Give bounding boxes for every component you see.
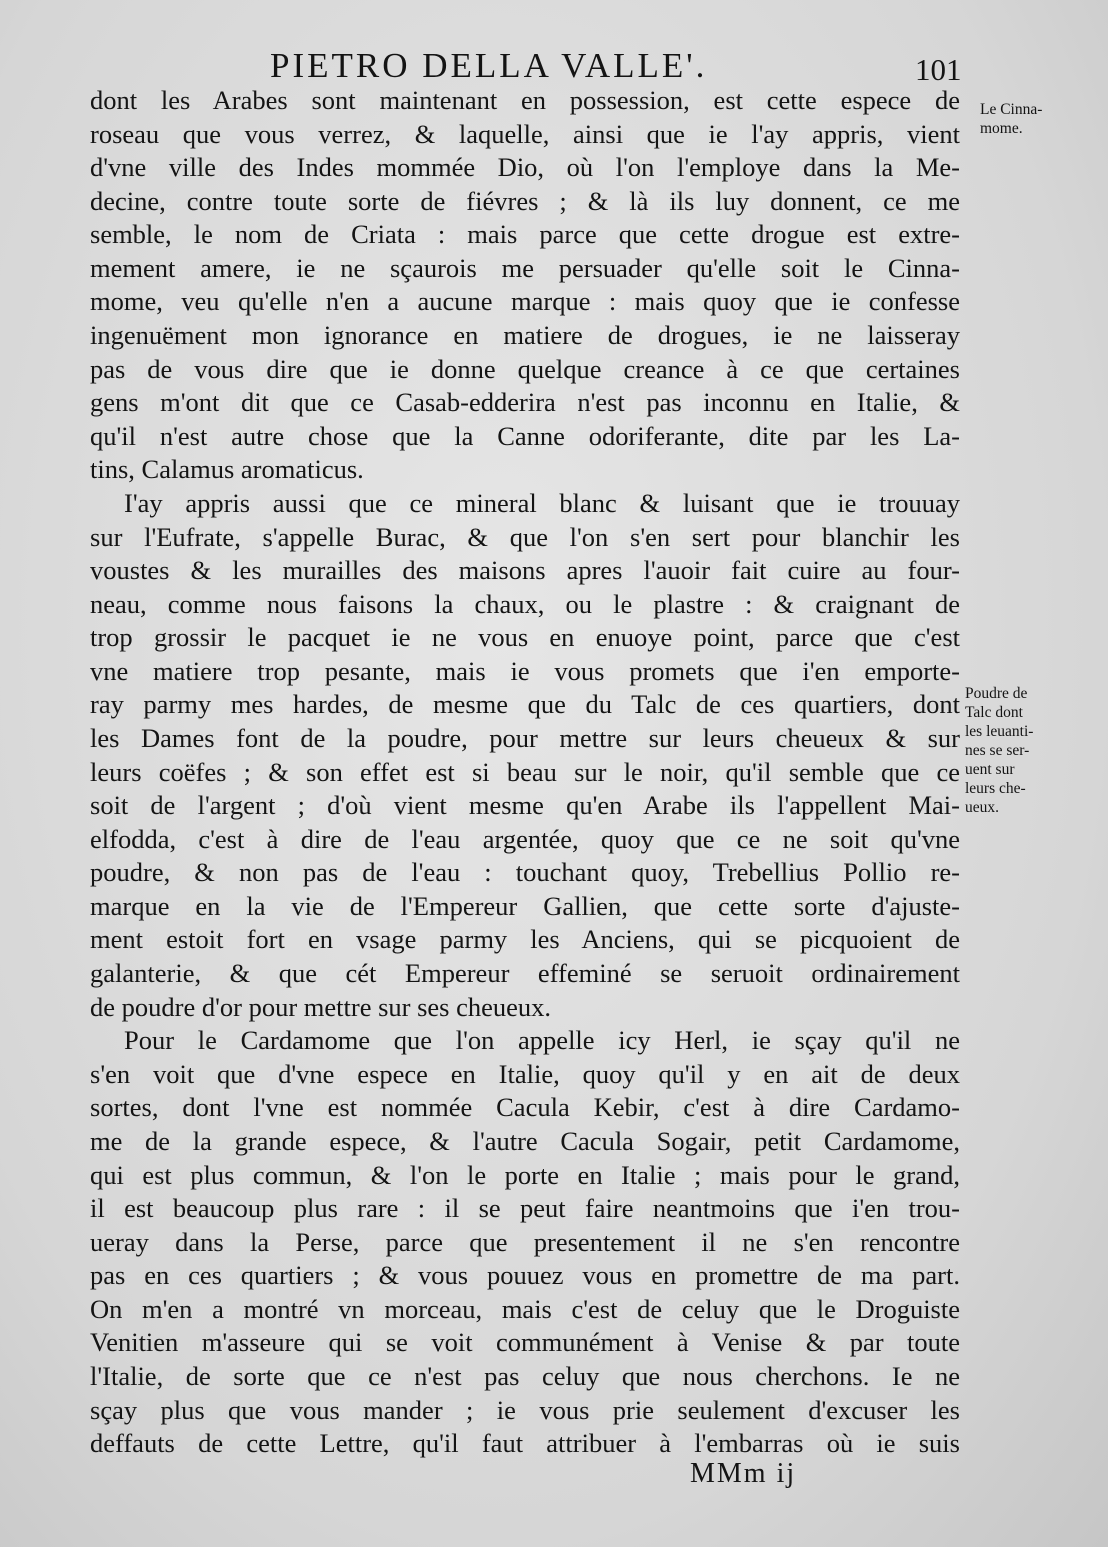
text-line: On m'en a montré vn morceau, mais c'est de celuy que le Droguiste xyxy=(90,1293,960,1324)
margin-note-cinnamome xyxy=(980,100,1042,138)
text-line: gens m'ont dit que ce Casab-edderira n'est pas inconnu en Italie, & xyxy=(90,387,960,418)
text-line: s'en voit que d'vne espece en Italie, quoy qu'il y en ait de deux xyxy=(90,1058,960,1089)
margin-note-line: Talc dont xyxy=(965,704,1023,721)
text-line: elfodda, c'est à dire de l'eau argentée, quoy que ce ne soit qu'vne xyxy=(90,823,960,854)
margin-note-line: ueux. xyxy=(965,799,1000,816)
text-line: decine, contre toute sorte de fiévres ; & là ils luy donnent, ce me xyxy=(90,185,960,216)
text-line: galanterie, & que cét Empereur effeminé se seruoit ordinairement xyxy=(90,958,960,989)
text-line: il est beaucoup plus rare : il se peut faire neantmoins que i'en trou- xyxy=(90,1193,960,1224)
text-line: me de la grande espece, & l'autre Cacula Sogair, petit Cardamome, xyxy=(90,1125,960,1156)
margin-note-line: Poudre de xyxy=(965,685,1028,702)
text-line: ueray dans la Perse, parce que presentement il ne s'en rencontre xyxy=(90,1226,960,1257)
text-line: les Dames font de la poudre, pour mettre sur leurs cheueux & sur xyxy=(90,722,960,753)
text-line: tins, Calamus aromaticus. xyxy=(90,454,364,485)
text-line: soit de l'argent ; d'où vient mesme qu'en Arabe ils l'appellent Mai- xyxy=(90,790,960,821)
text-line: ray parmy mes hardes, de mesme que du Talc de ces quartiers, dont xyxy=(90,689,960,720)
text-line: leurs coëfes ; & son effet est si beau sur le noir, qu'il semble que ce xyxy=(90,756,960,787)
text-line: I'ay appris aussi que ce mineral blanc & luisant que ie trouuay xyxy=(124,487,960,518)
text-line: trop grossir le pacquet ie ne vous en enuoye point, parce que c'est xyxy=(90,622,960,653)
signature-mark: MMm ij xyxy=(690,1458,797,1489)
text-line: roseau que vous verrez, & laquelle, ainsi que ie l'ay appris, vient xyxy=(90,118,960,149)
text-line: Venitien m'asseure qui se voit communément à Venise & par toute xyxy=(90,1327,960,1358)
text-line: pas de vous dire que ie donne quelque creance à ce que certaines xyxy=(90,353,960,384)
page-number: 101 xyxy=(915,52,962,87)
margin-note-line: leurs che- xyxy=(965,780,1026,797)
margin-note-line: mome. xyxy=(980,120,1023,137)
margin-note-talc xyxy=(965,684,1033,817)
text-line: dont les Arabes sont maintenant en possession, est cette espece de xyxy=(90,85,960,115)
text-line: Pour le Cardamome que l'on appelle icy Herl, ie sçay qu'il ne xyxy=(124,1025,960,1056)
margin-note-line: Le Cinna- xyxy=(980,101,1043,118)
text-line: voustes & les murailles des maisons apres l'auoir fait cuire au four- xyxy=(90,555,960,586)
text-line: vne matiere trop pesante, mais ie vous promets que i'en emporte- xyxy=(90,655,960,686)
text-line: pas en ces quartiers ; & vous pouuez vous en promettre de ma part. xyxy=(90,1260,960,1291)
text-line: qui est plus commun, & l'on le porte en Italie ; mais pour le grand, xyxy=(90,1159,960,1190)
text-line: ment estoit fort en vsage parmy les Anciens, qui se picquoient de xyxy=(90,924,960,955)
text-line: mement amere, ie ne sçaurois me persuader qu'elle soit le Cinna- xyxy=(90,252,960,283)
text-line: poudre, & non pas de l'eau : touchant quoy, Trebellius Pollio re- xyxy=(90,857,960,888)
body-text xyxy=(90,84,960,1461)
margin-note-line: uent sur xyxy=(965,761,1015,778)
text-line: qu'il n'est autre chose que la Canne odoriferante, dite par les La- xyxy=(90,420,960,451)
margin-note-line: nes se ser- xyxy=(965,742,1030,759)
text-line: sur l'Eufrate, s'appelle Burac, & que l'on s'en sert pour blanchir les xyxy=(90,521,960,552)
text-line: sortes, dont l'vne est nommée Cacula Kebir, c'est à dire Cardamo- xyxy=(90,1092,960,1123)
text-line: neau, comme nous faisons la chaux, ou le plastre : & craignant de xyxy=(90,588,960,619)
text-line: ingenuëment mon ignorance en matiere de drogues, ie ne laisseray xyxy=(90,320,960,351)
text-line: de poudre d'or pour mettre sur ses cheueux. xyxy=(90,991,552,1022)
margin-note-line: les leuanti- xyxy=(965,723,1034,740)
running-header-title: PIETRO DELLA VALLE'. xyxy=(270,46,708,85)
text-line: deffauts de cette Lettre, qu'il faut attribuer à l'embarras où ie suis xyxy=(90,1428,960,1459)
text-line: sçay plus que vous mander ; ie vous prie seulement d'excuser les xyxy=(90,1394,960,1425)
text-line: marque en la vie de l'Empereur Gallien, que cette sorte d'ajuste- xyxy=(90,890,960,921)
text-line: l'Italie, de sorte que ce n'est pas celuy que nous cherchons. Ie ne xyxy=(90,1360,960,1391)
text-line: d'vne ville des Indes mommée Dio, où l'on l'employe dans la Me- xyxy=(90,152,960,183)
text-line: mome, veu qu'elle n'en a aucune marque : mais quoy que ie confesse xyxy=(90,286,960,317)
text-line: semble, le nom de Criata : mais parce que cette drogue est extre- xyxy=(90,219,960,250)
